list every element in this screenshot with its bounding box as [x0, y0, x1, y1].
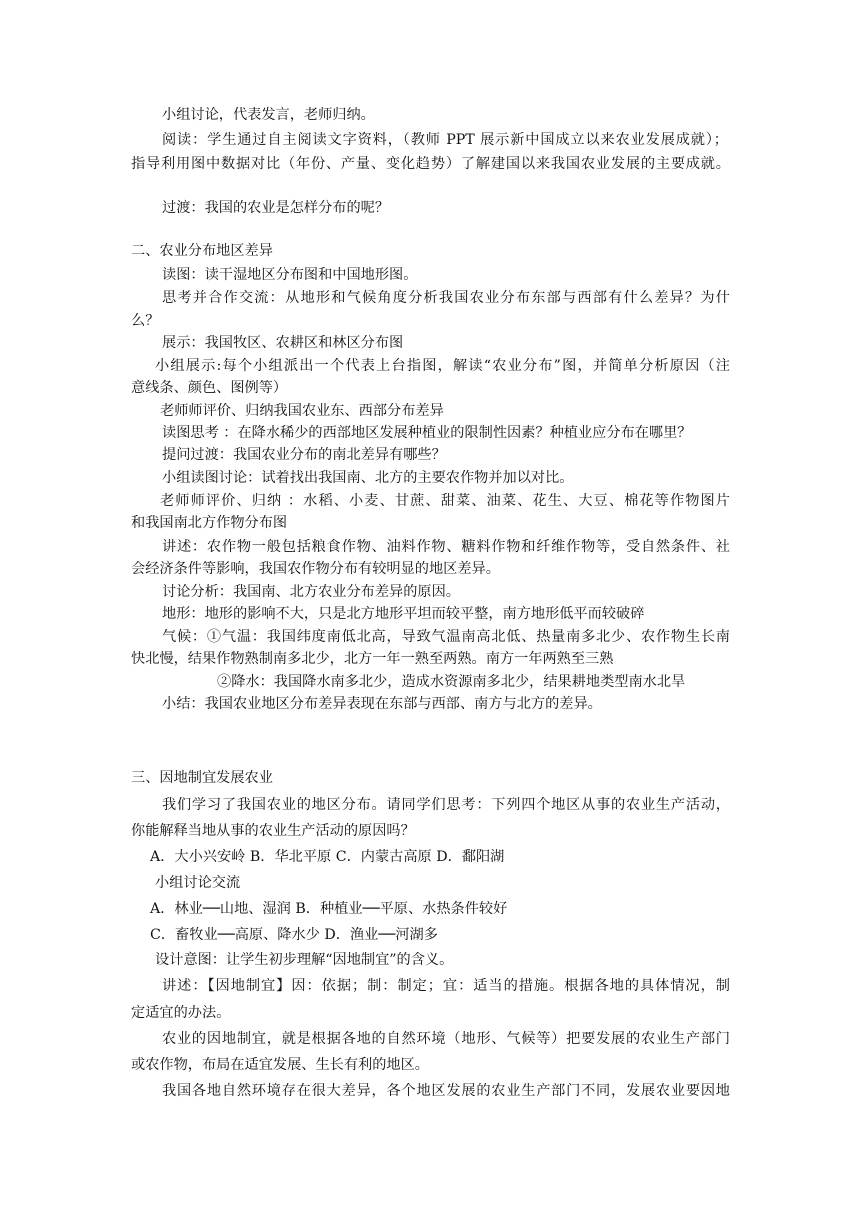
discussion-line: 小组讨论，代表发言，老师归纳。	[162, 107, 375, 123]
guidance-line: 指导利用图中数据对比（年份、产量、变化趋势）了解建国以来我国农业发展的主要成就。	[131, 156, 730, 172]
text-line: 农业的因地制宜，就是根据各地的自然环境（地形、气候等）把要发展的农业生产部门	[162, 1031, 730, 1047]
text-line: 意线条、颜色、图例等）	[131, 380, 288, 396]
text-line: 会经济条件等影响，我国农作物分布有较明显的地区差异。	[131, 561, 500, 577]
text-line: 读图：读干湿地区分布图和中国地形图。	[162, 267, 418, 283]
text-line: 讲述：农作物一般包括粮食作物、油料作物、糖料作物和纤维作物等，受自然条件、社	[162, 539, 730, 555]
text-line: 思考并合作交流：从地形和气候角度分析我国农业分布东部与西部有什么差异？为什	[162, 290, 730, 306]
text-line: 气候：①气温：我国纬度南低北高，导致气温南高北低、热量南多北少、农作物生长南	[162, 629, 730, 645]
text-line: 地形：地形的影响不大，只是北方地形平坦而较平整，南方地形低平而较破碎	[162, 606, 645, 622]
transition-line: 过渡：我国的农业是怎样分布的呢？	[162, 200, 390, 216]
section-heading-2: 二、农业分布地区差异	[131, 243, 273, 259]
text-line: 讨论分析：我国南、北方农业分布差异的原因。	[162, 584, 460, 600]
section-heading-3: 三、因地制宜发展农业	[131, 770, 273, 786]
options-line: A．大小兴安岭 B．华北平原 C．内蒙古高原 D．鄱阳湖	[150, 849, 505, 865]
text-line: 设计意图：让学生初步理解“因地制宜”的含义。	[155, 952, 454, 968]
text-line: 和我国南北方作物分布图	[131, 515, 288, 531]
answers-line: C．畜牧业──高原、降水少 D．渔业──河湖多	[150, 927, 438, 943]
text-line: 或农作物，布局在适宜发展、生长有利的地区。	[131, 1057, 429, 1073]
text-line: 我们学习了我国农业的地区分布。请同学们思考：下列四个地区从事的农业生产活动，	[162, 797, 730, 813]
text-line: 老师师评价、归纳 ：水稻、小麦、甘蔗、甜菜、油菜、花生、大豆、棉花等作物图片	[160, 493, 730, 509]
text-line: 读图思考 ：在降水稀少的西部地区发展种植业的限制性因素？种植业应分布在哪里？	[162, 425, 692, 441]
text-line: 我国各地自然环境存在很大差异，各个地区发展的农业生产部门不同，发展农业要因地	[162, 1083, 730, 1099]
summary-line: 小结：我国农业地区分布差异表现在东部与西部、南方与北方的差异。	[162, 696, 602, 712]
text-line: 展示：我国牧区、农耕区和林区分布图	[162, 335, 404, 351]
text-line: 快北慢，结果作物熟制南多北少，北方一年一熟至两熟。南方一年两熟至三熟	[131, 651, 614, 667]
text-line: 小组展示:每个小组派出一个代表上台指图，解读“农业分布”图，并简单分析原因（注	[155, 358, 730, 374]
reading-line: 阅读：学生通过自主阅读文字资料，（教师 PPT 展示新中国成立以来农业发展成就）；	[162, 132, 728, 148]
text-line: 么？	[131, 313, 160, 329]
text-line: 定适宜的办法。	[131, 1005, 231, 1021]
text-line: 小组读图讨论：试着找出我国南、北方的主要农作物并加以对比。	[162, 470, 574, 486]
text-line: 老师师评价、归纳我国农业东、西部分布差异	[160, 403, 444, 419]
text-line: 小组讨论交流	[155, 875, 241, 891]
text-line: ②降水：我国降水南多北少，造成水资源南多北少，结果耕地类型南水北旱	[217, 674, 686, 690]
text-line: 你能解释当地从事的农业生产活动的原因吗？	[131, 823, 415, 839]
answers-line: A．林业──山地、湿润 B．种植业──平原、水热条件较好	[150, 901, 508, 917]
text-line: 提问过渡：我国农业分布的南北差异有哪些？	[162, 447, 446, 463]
text-line: 讲述：【因地制宜】因：依据；制：制定；宜：适当的措施。根据各地的具体情况，制	[162, 978, 730, 994]
